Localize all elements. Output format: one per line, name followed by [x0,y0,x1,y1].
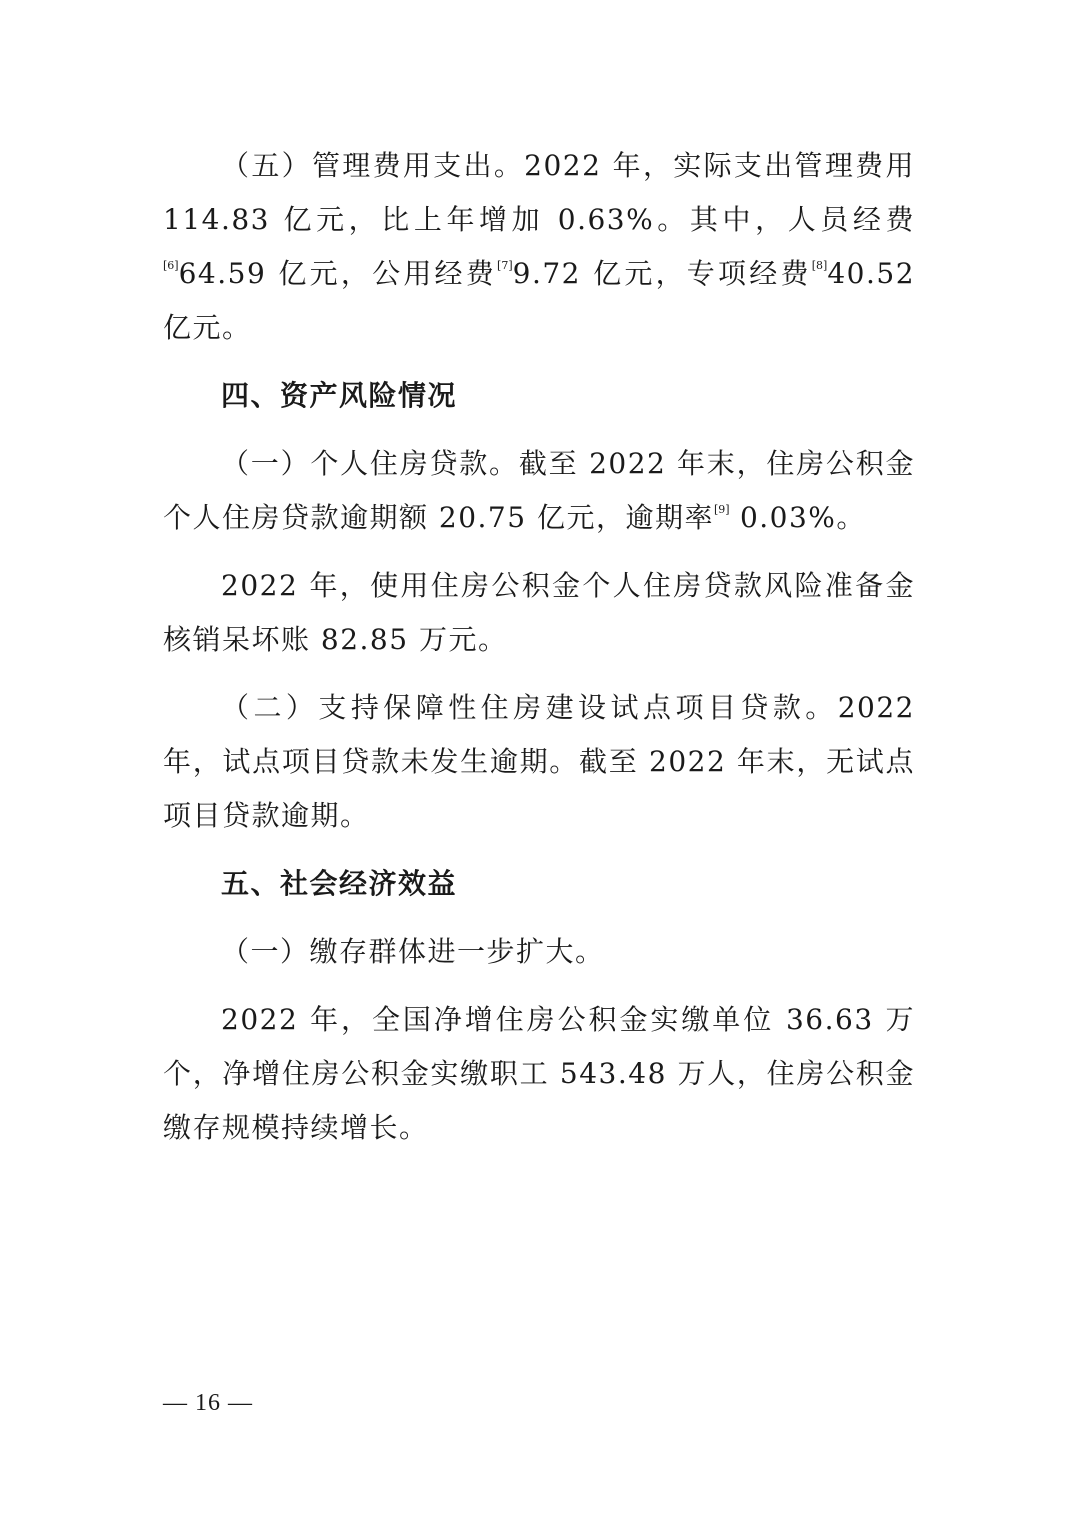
personal-loans-text-2: 0.03%。 [729,501,866,534]
footnote-ref-8: [8] [811,258,828,272]
management-expenses-text-1: （五）管理费用支出。2022 年，实际支出管理费用 114.83 亿元，比上年增加 0.63%。其中，人员经费 [163,149,915,236]
subheading-contributor-expansion: （一）缴存群体进一步扩大。 [221,935,605,968]
section-heading-asset-risk: 四、资产风险情况 [221,379,458,412]
paragraph-personal-housing-loans [163,437,915,545]
paragraph-management-expenses [163,139,915,355]
personal-loans-text-1: （一）个人住房贷款。截至 2022 年末，住房公积金个人住房贷款逾期额 20.75 亿元，逾期率 [163,447,915,534]
page-number: — 16 — [163,1390,253,1416]
management-expenses-text-2: 64.59 亿元，公用经费 [178,257,498,290]
paragraph-pilot-project-loans: （二）支持保障性住房建设试点项目贷款。2022 年，试点项目贷款未发生逾期。截至 2022 年末，无试点项目贷款逾期。 [163,691,915,832]
document-body [163,139,915,1169]
footnote-ref-7: [7] [497,258,513,272]
management-expenses-text-4: 40.52 亿元。 [163,257,916,344]
paragraph-bad-debt-writeoff: 2022 年，使用住房公积金个人住房贷款风险准备金核销呆坏账 82.85 万元。 [163,569,915,656]
footnote-ref-6: [6] [163,258,179,272]
management-expenses-text-3: 9.72 亿元，专项经费 [512,257,812,290]
footnote-ref-9: [9] [713,502,730,516]
section-heading-social-economic-benefits: 五、社会经济效益 [221,867,458,900]
paragraph-contributor-growth: 2022 年，全国净增住房公积金实缴单位 36.63 万个，净增住房公积金实缴职工 543.48 万人，住房公积金缴存规模持续增长。 [163,1003,915,1144]
